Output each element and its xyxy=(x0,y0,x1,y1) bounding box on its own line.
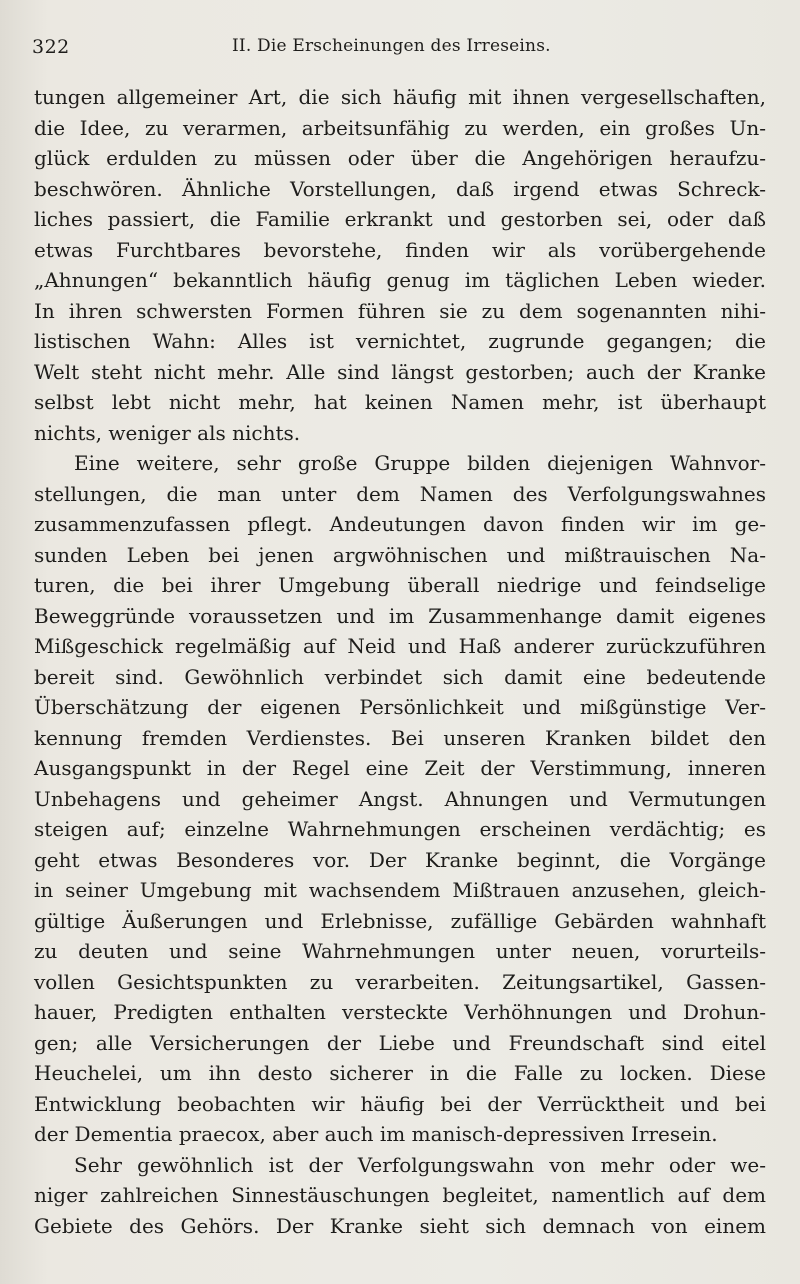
text-line: gen; alle Versicherungen der Liebe und Freundschaft sind eitel xyxy=(34,1030,766,1055)
text-line: bereit sind. Gewöhnlich verbindet sich damit eine bedeutende xyxy=(34,664,766,689)
text-line: der Dementia praecox, aber auch im manisch-depressiven Irresein. xyxy=(34,1122,718,1146)
page-number: 322 xyxy=(32,36,70,58)
text-line: steigen auf; einzelne Wahrnehmungen erscheinen verdächtig; es xyxy=(34,817,766,841)
text-line: tungen allgemeiner Art, die sich häufig mit ihnen vergesellschaften, xyxy=(34,85,766,109)
text-line: Eine weitere, sehr große Gruppe bilden diejenigen Wahnvor- xyxy=(74,451,766,475)
text-line: etwas Furchtbares bevorstehe, finden wir als vorübergehende xyxy=(34,237,766,262)
text-line: Heuchelei, um ihn desto sicherer in die Falle zu locken. Diese xyxy=(34,1061,766,1085)
page-header xyxy=(32,32,772,62)
text-line: vollen Gesichtspunkten zu verarbeiten. Zeitungsartikel, Gassen- xyxy=(34,969,766,994)
text-line: sunden Leben bei jenen argwöhnischen und mißtrauischen Na- xyxy=(34,542,766,567)
text-line: Sehr gewöhnlich ist der Verfolgungswahn von mehr oder we- xyxy=(74,1152,766,1177)
text-line: Welt steht nicht mehr. Alle sind längst gestorben; auch der Kranke xyxy=(34,359,766,384)
text-line: beschwören. Ähnliche Vorstellungen, daß irgend etwas Schreck- xyxy=(34,176,766,201)
text-line: zu deuten und seine Wahrnehmungen unter neuen, vorurteils- xyxy=(34,939,766,963)
text-line: selbst lebt nicht mehr, hat keinen Namen mehr, ist überhaupt xyxy=(34,390,766,414)
text-line: listischen Wahn: Alles ist vernichtet, zugrunde gegangen; die xyxy=(34,329,766,353)
text-line: in seiner Umgebung mit wachsendem Mißtrauen anzusehen, gleich- xyxy=(34,878,766,902)
text-line: zusammenzufassen pflegt. Andeutungen davon finden wir im ge- xyxy=(34,512,766,536)
text-line: turen, die bei ihrer Umgebung überall niedrige und feindselige xyxy=(34,573,766,597)
text-line: glück erdulden zu müssen oder über die Angehörigen heraufzu- xyxy=(34,146,766,170)
text-line: liches passiert, die Familie erkrankt und gestorben sei, oder daß xyxy=(34,207,766,231)
text-line: kennung fremden Verdienstes. Bei unseren Kranken bildet den xyxy=(34,725,766,750)
text-line: Entwicklung beobachten wir häufig bei der Verrücktheit und bei xyxy=(34,1091,766,1116)
body-text xyxy=(34,82,766,1241)
text-line: hauer, Predigten enthalten versteckte Verhöhnungen und Drohun- xyxy=(34,1000,766,1024)
text-line: niger zahlreichen Sinnestäuschungen begleitet, namentlich auf dem xyxy=(34,1183,766,1207)
text-line: die Idee, zu verarmen, arbeitsunfähig zu werden, ein großes Un- xyxy=(34,115,766,140)
text-line: stellungen, die man unter dem Namen des Verfolgungswahnes xyxy=(34,481,766,506)
running-head: II. Die Erscheinungen des Irreseins. xyxy=(232,36,551,56)
text-line: Überschätzung der eigenen Persönlichkeit und mißgünstige Ver- xyxy=(34,695,766,719)
text-line: Ausgangspunkt in der Regel eine Zeit der Verstimmung, inneren xyxy=(34,756,766,780)
text-line: Mißgeschick regelmäßig auf Neid und Haß anderer zurückzuführen xyxy=(34,634,766,658)
text-line: nichts, weniger als nichts. xyxy=(34,420,301,445)
text-line: Gebiete des Gehörs. Der Kranke sieht sich demnach von einem xyxy=(34,1213,766,1238)
text-line: gültige Äußerungen und Erlebnisse, zufällige Gebärden wahnhaft xyxy=(34,908,766,933)
text-line: Unbehagens und geheimer Angst. Ahnungen und Vermutungen xyxy=(34,786,766,811)
text-line: In ihren schwersten Formen führen sie zu dem sogenannten nihi- xyxy=(34,298,766,323)
text-line: „Ahnungen“ bekanntlich häufig genug im täglichen Leben wieder. xyxy=(34,268,766,292)
text-line: Beweggründe voraussetzen und im Zusammenhange damit eigenes xyxy=(34,603,766,628)
text-line: geht etwas Besonderes vor. Der Kranke beginnt, die Vorgänge xyxy=(34,847,766,872)
